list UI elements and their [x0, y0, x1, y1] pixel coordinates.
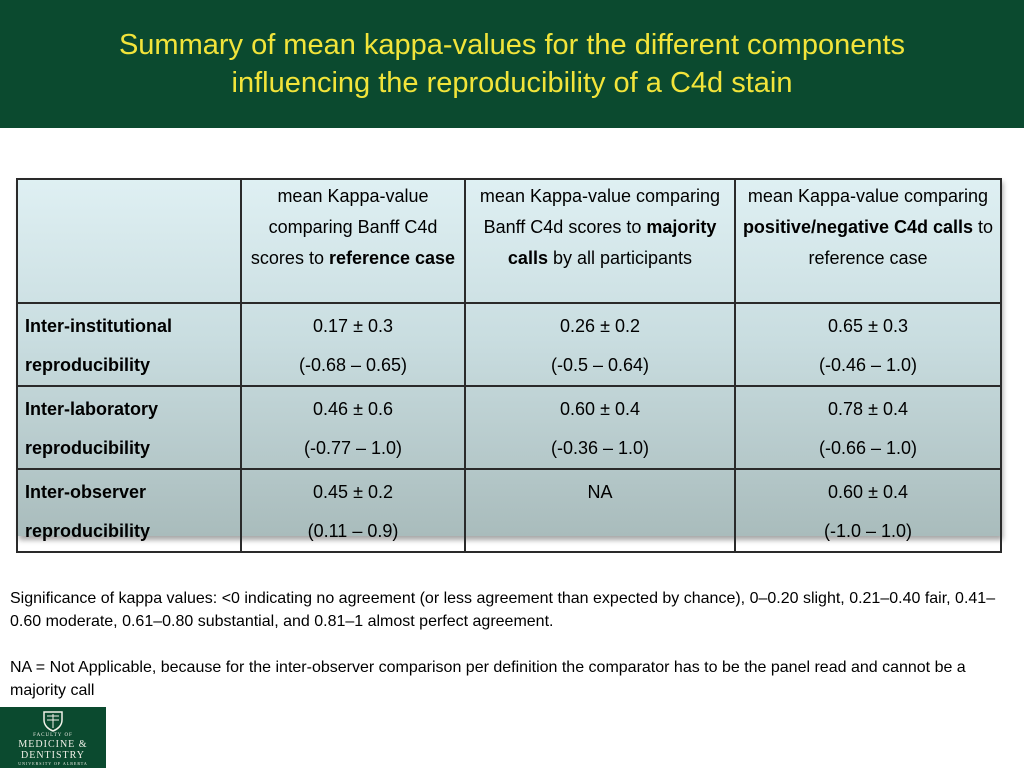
cell-mean: 0.60 ± 0.4 — [560, 399, 640, 419]
row-label-line: reproducibility — [25, 355, 151, 375]
header-cell-majority-calls — [465, 179, 735, 303]
header-text: by all participants — [552, 248, 693, 268]
table-cell — [241, 386, 465, 469]
table-cell — [735, 303, 1001, 386]
table-row — [17, 469, 1001, 552]
header-text: mean Kappa-value comparing — [747, 186, 989, 206]
faculty-logo — [0, 707, 106, 768]
title-line-1: Summary of mean kappa-values for the different components — [118, 29, 906, 61]
header-bold-text: reference case — [328, 248, 456, 268]
row-label-line: reproducibility — [25, 438, 151, 458]
significance-note: Significance of kappa values: <0 indicating no agreement (or less agreement than expected by chance), 0–0.20 slight, 0.21–0.40 fair, 0.41–0.60 moderate, 0.61–0.80 substantial, and 0.81–1 almost perfect agreement. — [10, 590, 996, 630]
cell-mean: 0.45 ± 0.2 — [313, 482, 393, 502]
header-text: mean Kappa-value comparing Banff C4d scores to — [250, 186, 438, 268]
slide-title — [0, 26, 1024, 102]
logo-medicine: MEDICINE & — [18, 739, 88, 750]
table-cell — [241, 303, 465, 386]
table-row — [17, 386, 1001, 469]
table-cell — [735, 386, 1001, 469]
cell-range: (-0.68 – 0.65) — [298, 355, 408, 375]
logo-faculty-of: FACULTY OF — [33, 733, 73, 738]
cell-range: (-0.46 – 1.0) — [818, 355, 918, 375]
title-line-2: influencing the reproducibility of a C4d stain — [231, 67, 793, 99]
logo-university: UNIVERSITY OF ALBERTA — [18, 761, 88, 766]
cell-mean: 0.78 ± 0.4 — [828, 399, 908, 419]
row-label — [17, 386, 241, 469]
cell-range: (0.11 – 0.9) — [307, 521, 399, 541]
cell-mean: 0.17 ± 0.3 — [313, 316, 393, 336]
table-header-row — [17, 179, 1001, 303]
header-cell-empty — [17, 179, 241, 303]
table-cell — [465, 386, 735, 469]
cell-mean: 0.46 ± 0.6 — [313, 399, 393, 419]
table-cell — [465, 303, 735, 386]
logo-dentistry: DENTISTRY — [21, 750, 85, 761]
header-bold-text: positive/negative C4d calls — [742, 217, 974, 237]
row-label — [17, 469, 241, 552]
row-label-line: Inter-laboratory — [25, 399, 159, 419]
crest-icon — [41, 710, 65, 732]
row-label — [17, 303, 241, 386]
kappa-summary-table-container — [16, 178, 1000, 541]
table-cell — [241, 469, 465, 552]
header-text: to reference case — [808, 217, 994, 268]
header-bold-text: majority calls — [507, 217, 717, 268]
cell-mean: 0.60 ± 0.4 — [828, 482, 908, 502]
kappa-summary-table — [16, 178, 1002, 553]
header-cell-positive-negative — [735, 179, 1001, 303]
footnotes — [10, 587, 1015, 702]
na-note: NA = Not Applicable, because for the inter-observer comparison per definition the comparator has to be the panel read and cannot be a majority call — [10, 659, 966, 699]
cell-range: (-0.36 – 1.0) — [550, 438, 650, 458]
row-label-line: reproducibility — [25, 521, 151, 541]
row-label-line: Inter-observer — [25, 482, 147, 502]
header-text: mean Kappa-value comparing Banff C4d scores to — [479, 186, 721, 237]
table-cell — [735, 469, 1001, 552]
cell-range: (-0.77 – 1.0) — [303, 438, 403, 458]
table-cell — [465, 469, 735, 552]
slide-header — [0, 0, 1024, 128]
table-row — [17, 303, 1001, 386]
header-cell-reference-case — [241, 179, 465, 303]
cell-range: (-1.0 – 1.0) — [823, 521, 913, 541]
cell-range: (-0.66 – 1.0) — [818, 438, 918, 458]
cell-mean: 0.26 ± 0.2 — [560, 316, 640, 336]
cell-mean: NA — [587, 482, 613, 502]
cell-mean: 0.65 ± 0.3 — [828, 316, 908, 336]
cell-range: (-0.5 – 0.64) — [550, 355, 650, 375]
row-label-line: Inter-institutional — [25, 316, 172, 336]
